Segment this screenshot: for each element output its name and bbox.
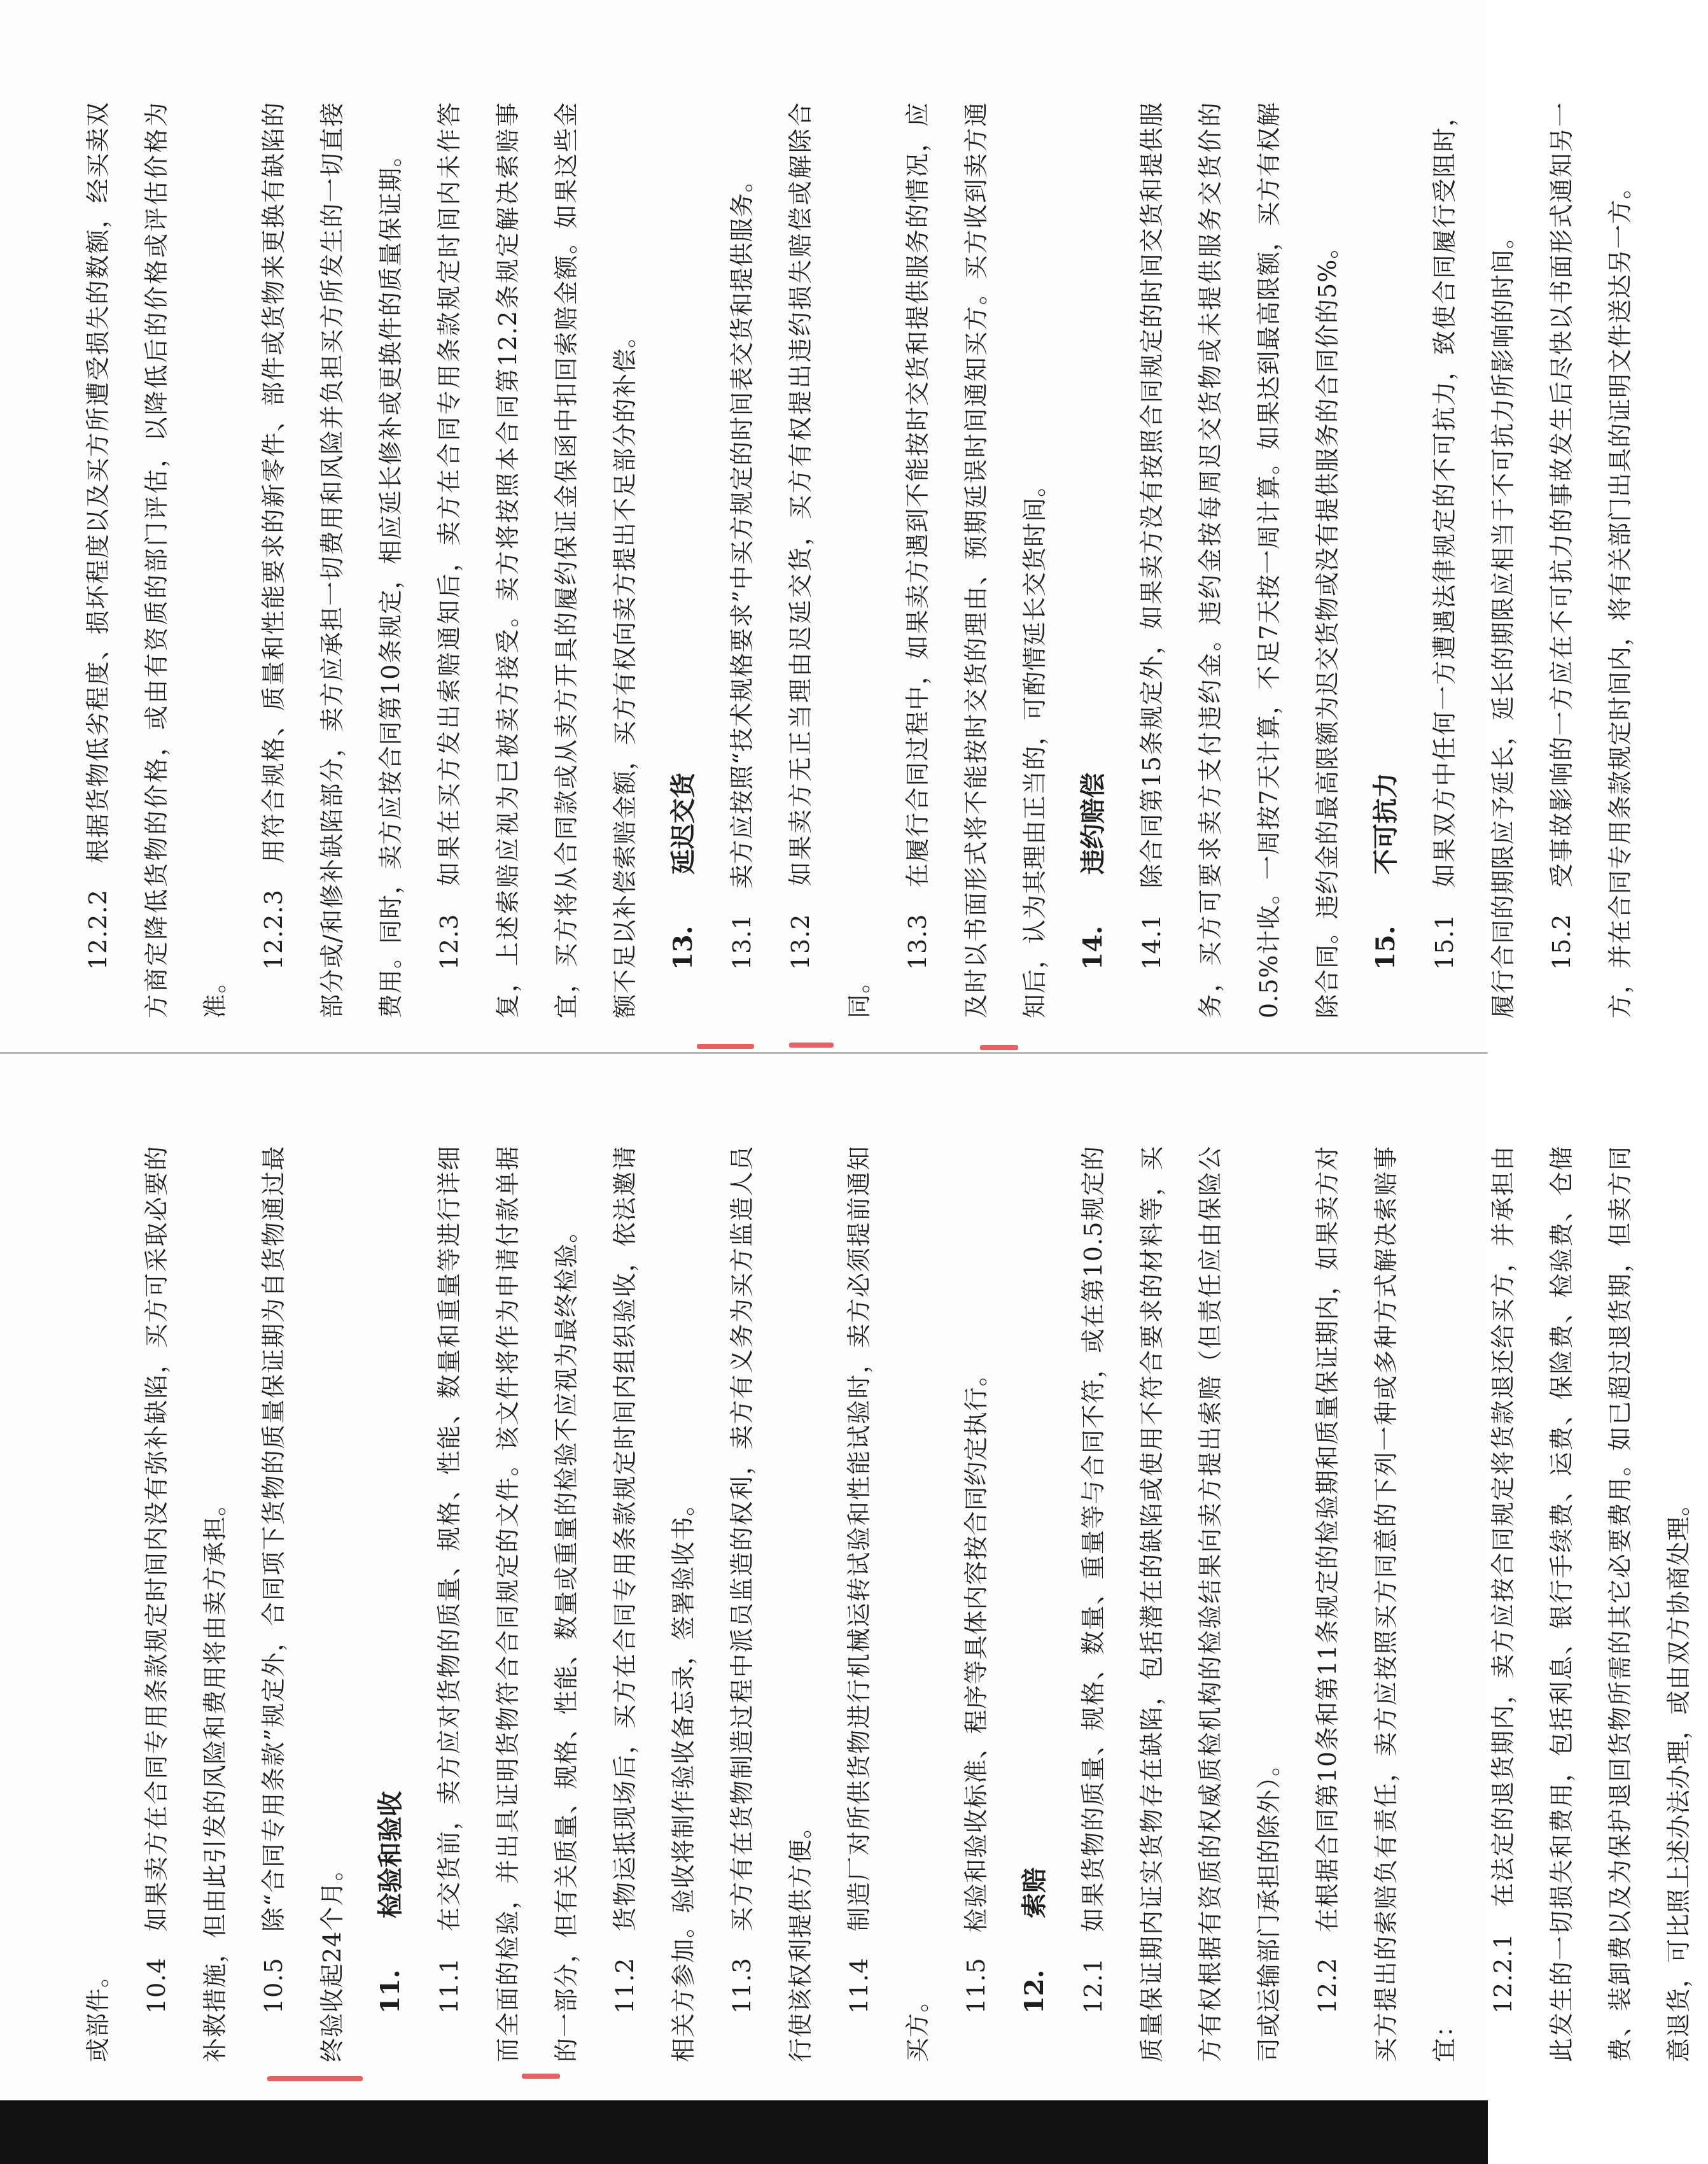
clause-paragraph: 或部件。 — [84, 1962, 112, 2062]
clause-paragraph: 12.2 在根据合同第10条和第11条规定的检验期和质量保证期内，如果卖方对买方提出的索赔负有责任，卖方应按照买方同意的下列一种或多种方式解决索赔事宜： — [1313, 1146, 1459, 2062]
clause-paragraph: 13.3 在履行合同过程中，如果卖方遇到不能按时交货和提供服务的情况，应及时以书面形式将不能按时交货的理由、预期延误时间通知买方。买方收到卖方通知后，认为其理由正当的，可酌情延长交货时间。 — [904, 102, 1049, 1018]
clause-paragraph: 12.3 如果在买方发出索赔通知后，卖方在合同专用条款规定时间内未作答复，上述索赔应视为已被卖方接受。卖方将按照本合同第12.2条规定解决索赔事宜，买方将从合同款或从卖方开具的履约保证金保函中扣回索赔金额。如果这些金额不足以补偿索赔金额，买方有权向卖方提出不足部分的补偿。 — [435, 102, 639, 1018]
section-heading — [361, 1146, 420, 2062]
section-number: 15. — [1371, 925, 1401, 970]
clause-paragraph: 12.2.3 用符合规格、质量和性能要求的新零件、部件或货物来更换有缺陷的部分或/和修补缺陷部分，卖方应承担一切费用和风险并负担买方所发生的一切直接费用。同时，卖方应按合同第10条规定，相应延长修补或更换件的质量保证期。 — [260, 102, 405, 1018]
clause-paragraph: 14.1 除合同第15条规定外，如果卖方没有按照合同规定的时间交货和提供服务，买方可要求卖方支付违约金。违约金按每周迟交货物或未提供服务交货价的0.5%计收。一周按7天计算，不足7天按一周计算。如果达到最高限额，买方有权解除合同。违约金的最高限额为迟交货物或没有提供服务的合同价的5%。 — [1138, 102, 1341, 1018]
clause-paragraph: 11.5 检验和验收标准、程序等具体内容按合同约定执行。 — [962, 1361, 990, 2014]
section-number: 11. — [375, 1969, 405, 2014]
section-title: 不可抗力 — [1371, 773, 1401, 875]
clause-paragraph: 12.2.1 在法定的退货期内，卖方应按合同规定将货款退还给买方，并承担由此发生的一切损失和费用，包括利息、银行手续费、运费、保险费、检验费、仓储费、装卸费以及为保护退回货物所需的其它必要费用。如已超过退货期，但卖方同意退货，可比照上述办法办理，或由双方协商处理。 — [1489, 1146, 1693, 2062]
clause-paragraph: 11.1 在交货前，卖方应对货物的质量、规格、性能、数量和重量等进行详细而全面的检验，并出具证明货物符合合同规定的文件。该文件将作为申请付款单据的一部分，但有关质量、规格、性能、数量或重量的检验不应视为最终检验。 — [435, 1146, 580, 2062]
section-title: 延迟交货 — [668, 773, 698, 875]
clause-paragraph: 10.4 如果卖方在合同专用条款规定时间内没有弥补缺陷，买方可采取必要的补救措施，但由此引发的风险和费用将由卖方承担。 — [143, 1146, 229, 2062]
clause-paragraph: 15.2 受事故影响的一方应在不可抗力的事故发生后尽快以书面形式通知另一方，并在合同专用条款规定时间内，将有关部门出具的证明文件送达另一方。 — [1548, 102, 1634, 1018]
clause-paragraph: 15.1 如果双方中任何一方遭遇法律规定的不可抗力，致使合同履行受阻时，履行合同的期限应予延长，延长的期限应相当于不可抗力所影响的时间。 — [1431, 102, 1517, 1018]
contract-page-right — [57, 83, 1634, 1037]
clause-paragraph: 10.5 除“合同专用条款”规定外，合同项下货物的质量保证期为自货物通过最终验收起24个月。 — [260, 1146, 346, 2062]
seal-fragment — [522, 2074, 560, 2079]
seal-fragment — [980, 1045, 1018, 1050]
clause-paragraph: 13.2 如果卖方无正当理由迟延交货，买方有权提出违约损失赔偿或解除合同。 — [787, 102, 873, 1018]
section-heading — [1064, 102, 1123, 1018]
section-number: 13. — [668, 925, 698, 970]
seal-fragment — [267, 2076, 363, 2081]
rotated-contract-sheet — [57, 83, 1693, 2081]
section-heading — [1357, 102, 1415, 1018]
section-title: 检验和验收 — [375, 1791, 405, 1918]
section-title: 违约赔偿 — [1078, 773, 1108, 875]
seal-fragment — [789, 1043, 834, 1048]
section-heading — [654, 102, 713, 1018]
section-heading — [1005, 1146, 1064, 2062]
clause-paragraph: 12.2.2 根据货物低劣程度、损坏程度以及买方所遭受损失的数额，经买卖双方商定降低货物的价格，或由有资质的部门评估，以降低后的价格或评估价格为准。 — [84, 102, 229, 1018]
seal-fragment — [697, 1044, 754, 1049]
clause-paragraph: 11.3 买方有在货物制造过程中派员监造的权利，卖方有义务为买方监造人员行使该权利提供方便。 — [728, 1146, 815, 2062]
contract-page-left — [57, 1127, 1693, 2081]
clause-paragraph: 13.1 卖方应按照“技术规格要求”中买方规定的时间表交货和提供服务。 — [728, 167, 756, 970]
scanner-edge-bar — [0, 2100, 1488, 2164]
clause-paragraph: 12.1 如果货物的质量、规格、数量、重量等与合同不符，或在第10.5规定的质量保证期内证实货物存在缺陷，包括潜在的缺陷或使用不符合要求的材料等，买方有权根据有资质的权威质检机构的检验结果向卖方提出索赔（但责任应由保险公司或运输部门承担的除外）。 — [1079, 1146, 1283, 2062]
section-number: 14. — [1078, 925, 1108, 970]
section-title: 索赔 — [1019, 1867, 1049, 1918]
page-fold-line — [0, 1052, 1488, 1054]
section-number: 12. — [1019, 1969, 1049, 2014]
clause-paragraph: 11.4 制造厂对所供货物进行机械运转试验和性能试验时，卖方必须提前通知买方。 — [845, 1146, 932, 2062]
clause-paragraph: 11.2 货物运抵现场后，买方在合同专用条款规定时间内组织验收，依法邀请相关方参加。验收将制作验收备忘录，签署验收书。 — [611, 1146, 697, 2062]
